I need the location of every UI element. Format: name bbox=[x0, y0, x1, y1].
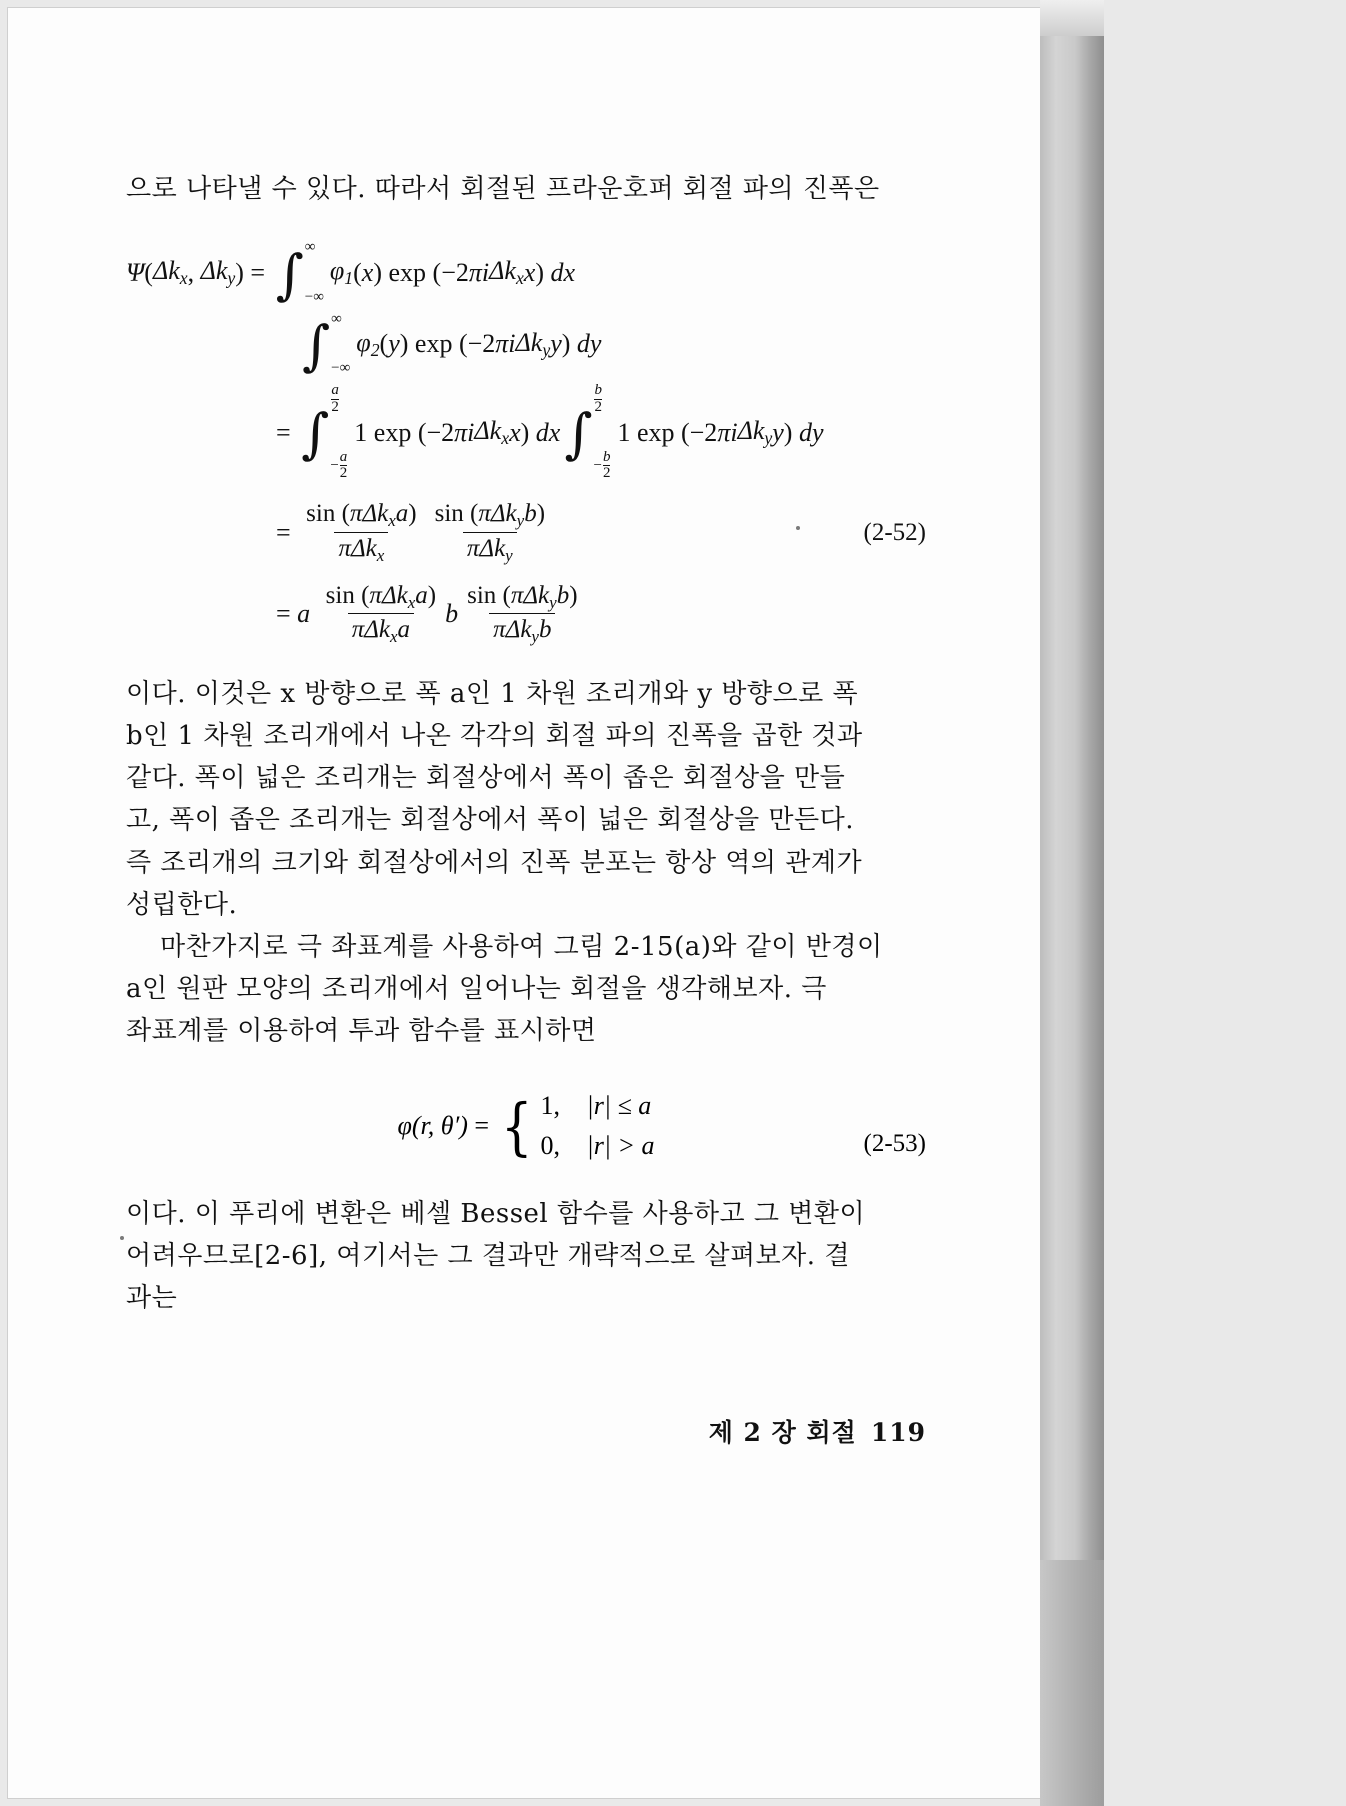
equation-2-52-line-2: ∫ ∞ −∞ $\varphi_2$ ( y ) exp (−2 πi $\Delta k_y$ y ) dy bbox=[302, 310, 602, 378]
page-content bbox=[126, 168, 926, 1319]
book-spine-bottom bbox=[1040, 1560, 1104, 1806]
paragraph-after-eq252 bbox=[126, 673, 926, 926]
equation-2-52-line-4: = $\frac{\sin (\pi\Delta k_xa)}{\pi\Delta k_x}$ $\frac{\sin (\pi\Delta k_yb)}{\pi\Delta k_y}$ (2-52) bbox=[276, 500, 926, 565]
equation-2-53: φ(r, θ′) = { 1, |r| ≤ a 0, |r| > a (2-53) bbox=[126, 1086, 926, 1167]
equation-number-2-52: (2-52) bbox=[863, 518, 926, 546]
paragraph-line: b인 1 차원 조리개에서 나온 각각의 회절 파의 진폭을 곱한 것과 bbox=[126, 721, 863, 752]
paragraph-line: 이다. 이 푸리에 변환은 베셀 Bessel 함수를 사용하고 그 변환이 bbox=[126, 1198, 866, 1229]
paragraph-line: a인 원판 모양의 조리개에서 일어나는 회절을 생각해보자. 극 bbox=[126, 973, 827, 1004]
paragraph-intro: 으로 나타낼 수 있다. 따라서 회절된 프라운호퍼 회절 파의 진폭은 bbox=[126, 174, 880, 204]
paragraph-polar-coordinates bbox=[126, 926, 926, 1052]
integral-symbol: ∫ ∞ −∞ bbox=[302, 310, 351, 378]
page-number: 119 bbox=[870, 1418, 926, 1447]
case-value: 0, bbox=[540, 1131, 561, 1161]
case-rows bbox=[541, 1086, 655, 1167]
paragraph-line: 성립한다. bbox=[126, 889, 238, 920]
case-row-1 bbox=[541, 1086, 655, 1126]
paragraph-line: 이다. 이것은 x 방향으로 폭 a인 1 차원 조리개와 y 방향으로 폭 bbox=[126, 679, 859, 710]
case-row-2 bbox=[541, 1126, 655, 1166]
equation-2-52-line-5: = a $\frac{\sin (\pi\Delta k_xa)}{\pi\Delta k_xa}$ b $\frac{\sin (\pi\Delta k_yb)}{\pi\Delta k_yb}$ bbox=[276, 581, 578, 647]
book-page bbox=[8, 8, 1040, 1798]
paragraph-line: 고, 폭이 좁은 조리개는 회절상에서 폭이 넓은 회절상을 만든다. bbox=[126, 805, 855, 836]
equation-2-52 bbox=[126, 240, 926, 647]
paragraph-line: 마찬가지로 극 좌표계를 사용하여 그림 2-15(a)와 같이 반경이 bbox=[160, 931, 883, 962]
paragraph-line: 같다. 폭이 넓은 조리개는 회절상에서 폭이 좁은 회절상을 만들 bbox=[126, 763, 846, 794]
paragraph-line: 즉 조리개의 크기와 회절상에서의 진폭 분포는 항상 역의 관계가 bbox=[126, 847, 863, 878]
equation-number-2-53: (2-53) bbox=[863, 1130, 926, 1158]
equation-2-52-line-3: = ∫ $\frac{a}{2}$ − $\frac{a}{2}$ 1 exp (−2 πi $\Delta k_x$ x ) dx ∫ $\frac{b}{2}$ − $\frac{b}{2}$ 1 exp (−2 πi $\Delta k_y$ y ) dy bbox=[276, 382, 824, 482]
paragraph-bessel bbox=[126, 1193, 926, 1319]
equation-2-52-line-1: Ψ ( $\Delta k_x$ , $\Delta k_y$ ) = ∫ ∞ −∞ $\varphi_1$ ( x ) exp (−2 πi $\Delta k_x$ x ) dx bbox=[126, 239, 576, 306]
paragraph-line: 어려우므로[2-6], 여기서는 그 결과만 개략적으로 살펴보자. 결 bbox=[126, 1240, 850, 1271]
case-condition: |r| > a bbox=[586, 1131, 655, 1161]
page-footer bbox=[126, 1413, 926, 1449]
paragraph-line: 과는 bbox=[126, 1282, 178, 1313]
integral-symbol: ∫ $\frac{b}{2}$ − $\frac{b}{2}$ bbox=[564, 382, 611, 482]
page-speck bbox=[796, 526, 800, 530]
case-brace: { bbox=[501, 1089, 533, 1163]
paragraph-line: 좌표계를 이용하여 투과 함수를 표시하면 bbox=[126, 1015, 597, 1046]
equation-2-53-lhs: φ(r, θ′) bbox=[397, 1111, 468, 1141]
page-speck bbox=[120, 1236, 124, 1240]
chapter-label: 제 2 장 회절 bbox=[708, 1418, 857, 1447]
case-condition: |r| ≤ a bbox=[586, 1091, 652, 1121]
integral-symbol: ∫ ∞ −∞ bbox=[275, 239, 324, 306]
book-spine-shadow bbox=[1040, 0, 1104, 1806]
integral-symbol: ∫ $\frac{a}{2}$ − $\frac{a}{2}$ bbox=[301, 382, 348, 482]
book-spine-top bbox=[1040, 0, 1104, 36]
case-value: 1, bbox=[540, 1091, 561, 1121]
